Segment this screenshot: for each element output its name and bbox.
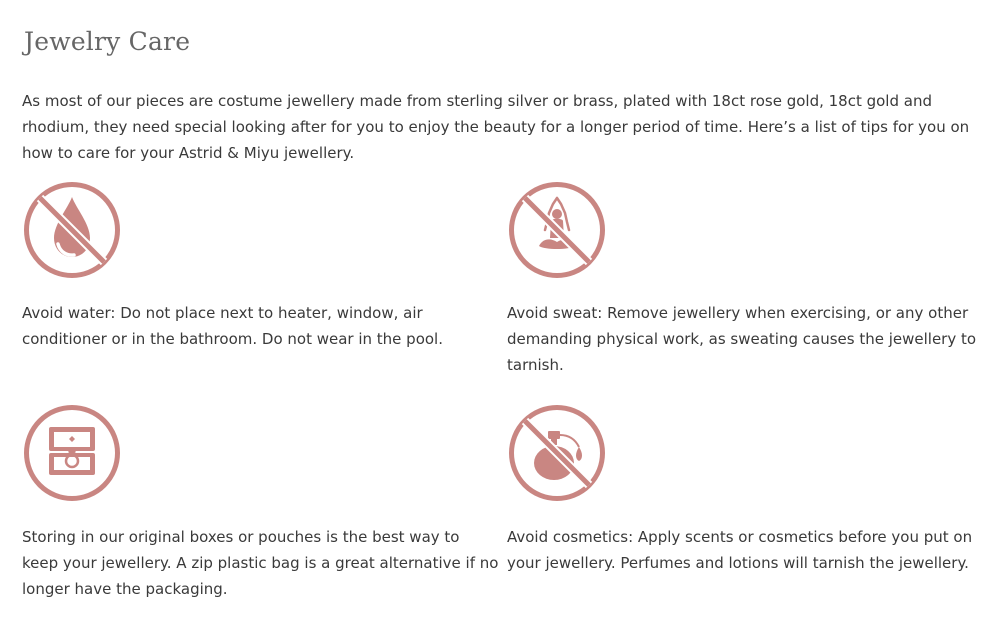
no-perfume-icon — [507, 403, 607, 503]
jewellery-box-icon — [22, 403, 122, 503]
tip-text: Storing in our original boxes or pouches is the best way to keep your jewellery. A zip plastic bag is a great alternative if no longer have the packaging. — [22, 528, 499, 598]
no-sweat-icon — [507, 180, 607, 280]
tip-text: Avoid sweat: Remove jewellery when exercising, or any other demanding physical work, as sweating causes the jewellery to tarnish. — [507, 304, 977, 374]
no-water-icon — [22, 180, 122, 280]
tip-text: Avoid cosmetics: Apply scents or cosmetics before you put on your jewellery. Perfumes and lotions will tarnish the jewellery. — [507, 528, 973, 572]
intro-paragraph: As most of our pieces are costume jewellery made from sterling silver or brass, plated with 18ct rose gold, 18ct gold and rhodium, they need special looking after for you to enjoy the beauty for a longer period of time. Here’s a list of tips for you on how to care for your Astrid & Miyu jewellery. — [22, 92, 970, 162]
page-title: Jewelry Care — [24, 27, 191, 56]
tip-text: Avoid water: Do not place next to heater, window, air conditioner or in the bathroom. Do not wear in the pool. — [22, 304, 443, 348]
